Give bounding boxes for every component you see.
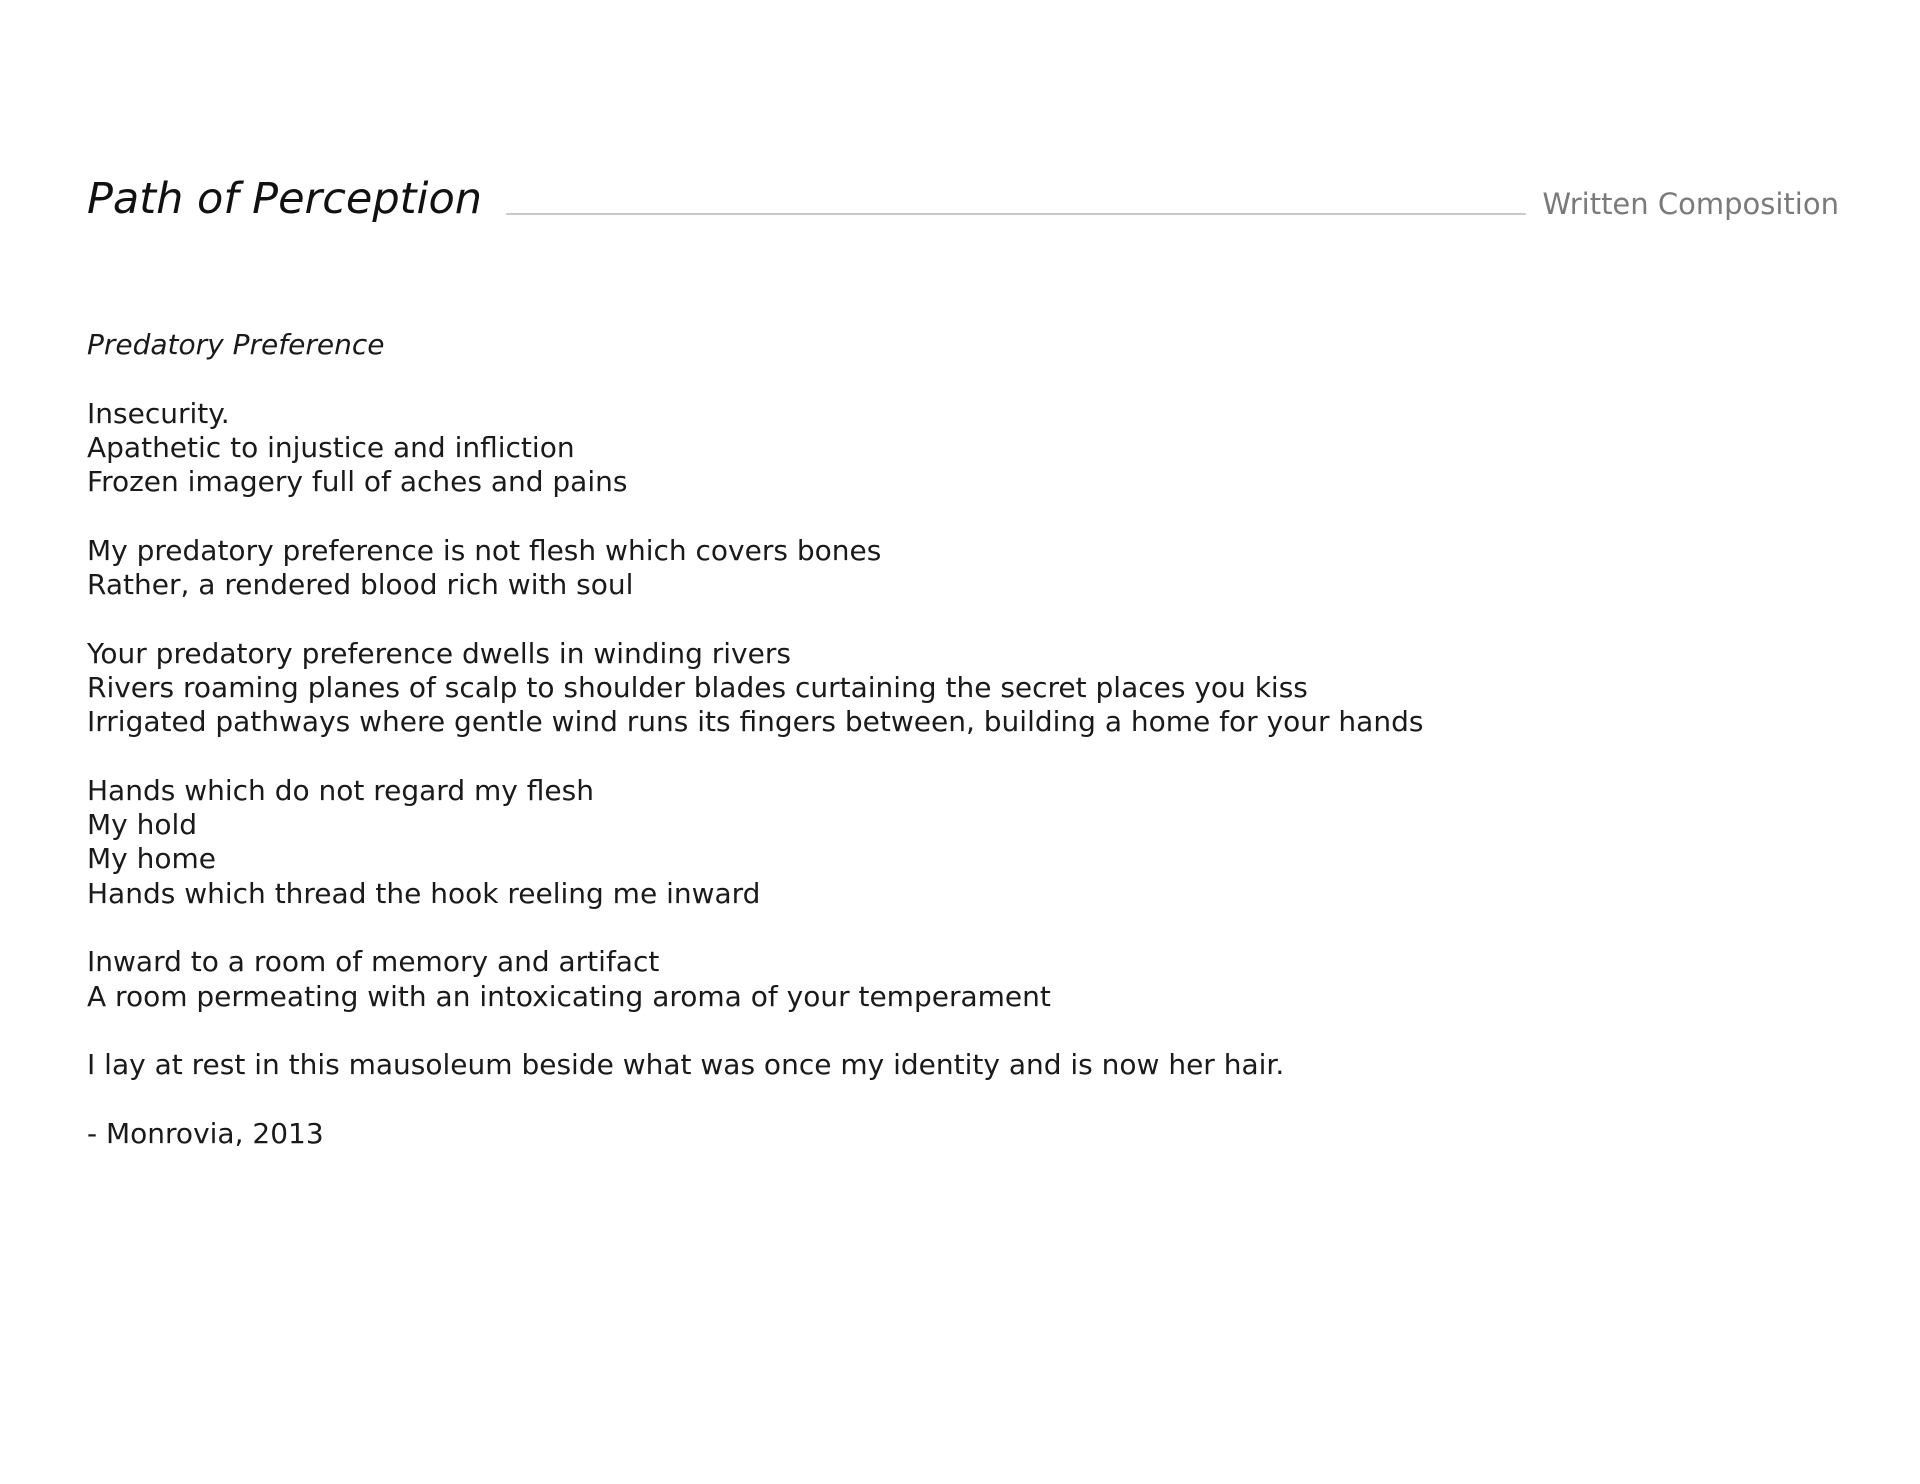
stanza (87, 1048, 1787, 1082)
header-divider (506, 213, 1526, 215)
poem-line: Frozen imagery full of aches and pains (87, 465, 628, 499)
poem-line: I lay at rest in this mausoleum beside what was once my identity and is now her hair. (87, 1048, 1285, 1082)
poem-line: Hands which do not regard my flesh (87, 773, 594, 807)
poem-line: My predatory preference is not flesh which covers bones (87, 533, 882, 567)
stanza (87, 637, 1787, 740)
poem-line: My home (87, 842, 217, 876)
poem-signature: - Monrovia, 2013 (87, 1116, 324, 1150)
poem-line: Rather, a rendered blood rich with soul (87, 568, 634, 602)
section-label: Written Composition (1542, 187, 1839, 221)
poem-line: Apathetic to injustice and infliction (87, 430, 575, 464)
poem-line: A room permeating with an intoxicating aroma of your temperament (87, 979, 1051, 1013)
stanza (87, 397, 1787, 500)
stanza (87, 774, 1787, 911)
poem-line: Your predatory preference dwells in winding rivers (87, 636, 791, 670)
page-header (87, 165, 1839, 225)
document-title: Path of Perception (87, 174, 482, 224)
poem-line: Hands which thread the hook reeling me inward (87, 876, 761, 910)
poem-line: Inward to a room of memory and artifact (87, 945, 660, 979)
poem (87, 328, 1787, 1151)
poem-line: Rivers roaming planes of scalp to shoulder blades curtaining the secret places you kiss (87, 670, 1308, 704)
poem-line: My hold (87, 808, 198, 842)
poem-line: Insecurity. (87, 396, 230, 430)
stanza (87, 534, 1787, 603)
poem-title: Predatory Preference (87, 328, 385, 361)
poem-line: Irrigated pathways where gentle wind runs its fingers between, building a home for your hands (87, 705, 1424, 739)
stanza (87, 945, 1787, 1014)
